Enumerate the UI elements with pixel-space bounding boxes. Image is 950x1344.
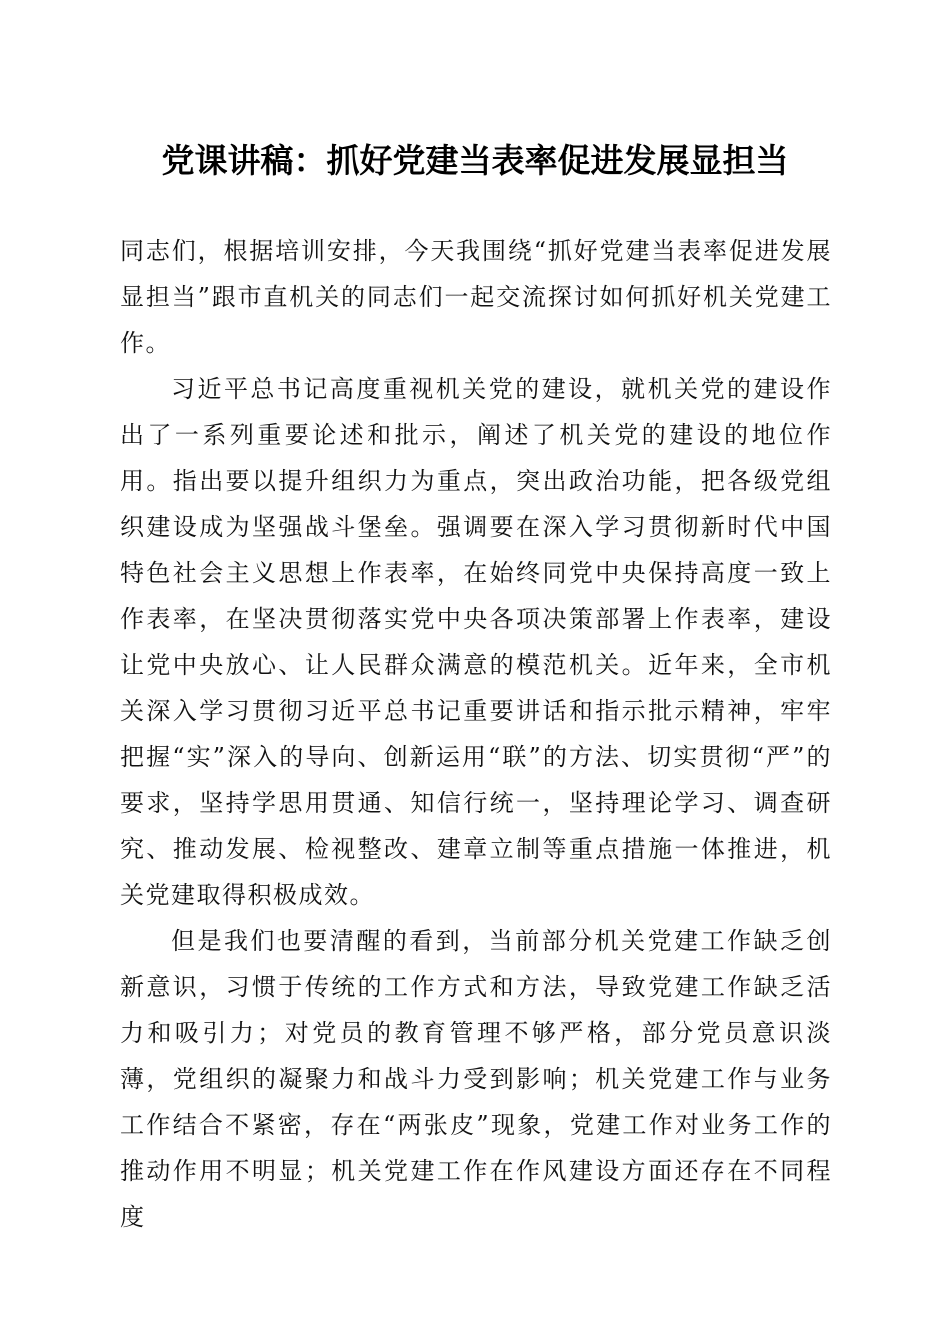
paragraph-opening: 同志们，根据培训安排，今天我围绕“抓好党建当表率促进发展显担当”跟市直机关的同志们一起交流探讨如何抓好机关党建工作。: [120, 237, 832, 357]
paragraph-background: 习近平总书记高度重视机关党的建设，就机关党的建设作出了一系列重要论述和批示，阐述了机关党的建设的地位作用。指出要以提升组织力为重点，突出政治功能，把各级党组织建设成为坚强战斗堡垒。强调要在深入学习贯彻新时代中国特色社会主义思想上作表率，在始终同党中央保持高度一致上作表率，在坚决贯彻落实党中央各项决策部署上作表率，建设让党中央放心、让人民群众满意的模范机关。近年来，全市机关深入学习贯彻习近平总书记重要讲话和指示批示精神，牢牢把握“实”深入的导向、创新运用“联”的方法、切实贯彻“严”的要求，坚持学思用贯通、知信行统一，坚持理论学习、调查研究、推动发展、检视整改、建章立制等重点措施一体推进，机关党建取得积极成效。: [120, 375, 832, 909]
document-body: [120, 228, 832, 1240]
document-title: 党课讲稿：抓好党建当表率促进发展显担当: [161, 141, 789, 180]
paragraph-problems: 但是我们也要清醒的看到，当前部分机关党建工作缺乏创新意识，习惯于传统的工作方式和方法，导致党建工作缺乏活力和吸引力；对党员的教育管理不够严格，部分党员意识淡薄，党组织的凝聚力和战斗力受到影响；机关党建工作与业务工作结合不紧密，存在“两张皮”现象，党建工作对业务工作的推动作用不明显；机关党建工作在作风建设方面还存在不同程度: [120, 927, 832, 1231]
